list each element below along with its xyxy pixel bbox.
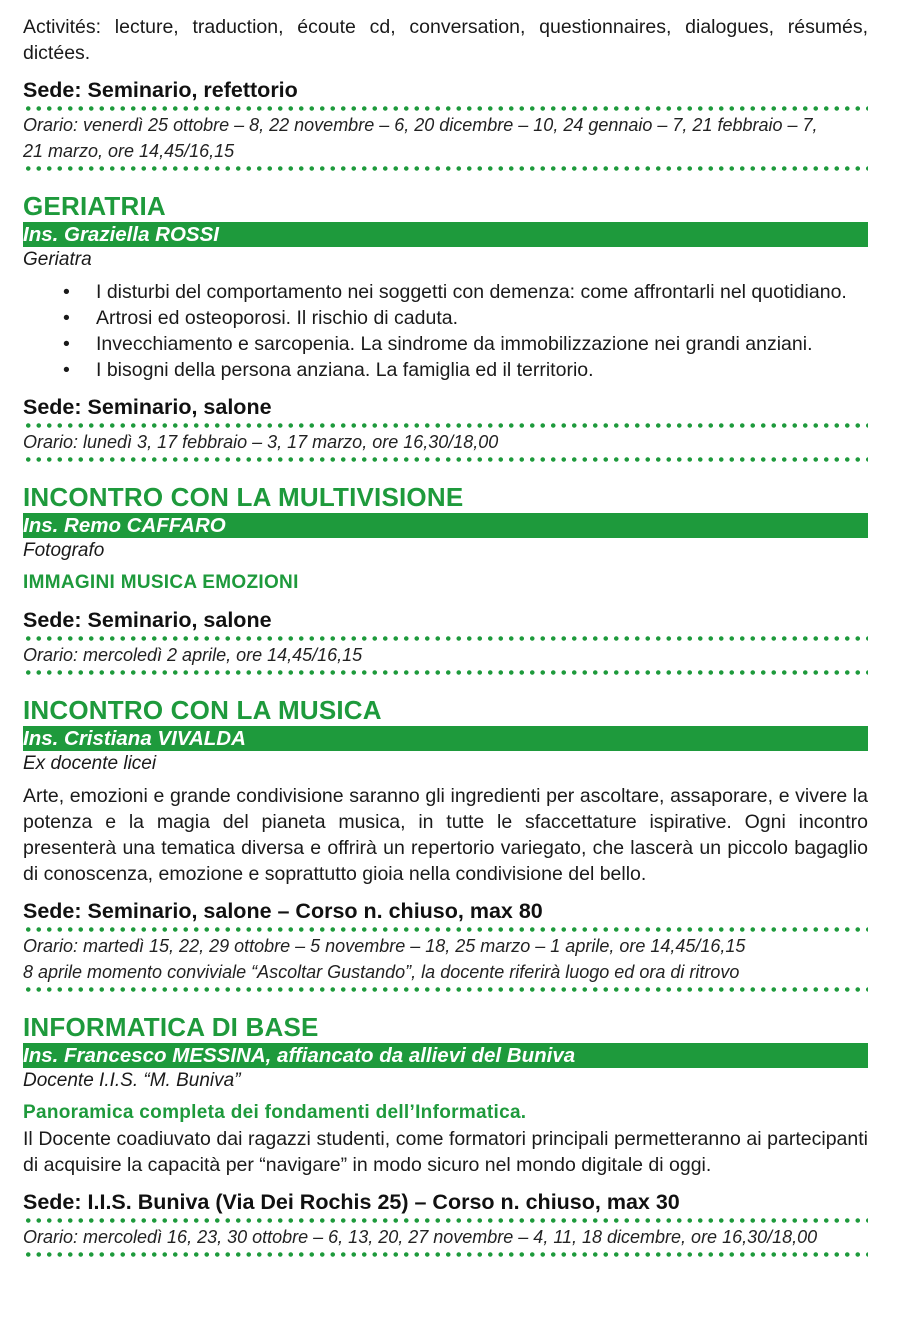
list-item-text: I disturbi del comportamento nei soggetti con demenza: come affrontarli nel quotidiano.	[96, 281, 847, 303]
activities-text: Activités: lecture, traduction, écoute cd, conversation, questionnaires, dialogues, résumés, dictées.	[23, 16, 868, 64]
teacher-role: Ex docente licei	[23, 753, 157, 774]
orario-line: Orario: mercoledì 2 aprile, ore 14,45/16,15	[23, 645, 363, 665]
dotted-divider	[23, 926, 868, 933]
bullet-icon: •	[63, 359, 70, 381]
list-item	[63, 305, 868, 331]
teacher-bar: Ins. Francesco MESSINA, affiancato da allievi del Buniva	[23, 1043, 868, 1068]
course-section-musica	[23, 694, 868, 993]
topic-list	[23, 279, 868, 383]
list-item	[63, 357, 868, 383]
section-title: GERIATRIA	[23, 191, 166, 221]
dotted-divider	[23, 635, 868, 642]
orario-line: Orario: venerdì 25 ottobre – 8, 22 novembre – 6, 20 dicembre – 10, 24 gennaio – 7, 21 febbraio – 7,	[23, 115, 818, 135]
teacher-bar: Ins. Cristiana VIVALDA	[23, 726, 868, 751]
course-section-geriatria	[23, 190, 868, 463]
teacher-bar: Ins. Remo CAFFARO	[23, 513, 868, 538]
sede-label: Sede: Seminario, salone – Corso n. chiuso, max 80	[23, 899, 543, 923]
list-item-text: Artrosi ed osteoporosi. Il rischio di caduta.	[96, 307, 459, 329]
section-title: INCONTRO CON LA MULTIVISIONE	[23, 482, 464, 512]
dotted-divider	[23, 456, 868, 463]
intro-block	[23, 14, 868, 172]
sede-label: Sede: Seminario, refettorio	[23, 78, 298, 102]
dotted-divider	[23, 422, 868, 429]
teacher-bar: Ins. Graziella ROSSI	[23, 222, 868, 247]
orario-line: Orario: lunedì 3, 17 febbraio – 3, 17 marzo, ore 16,30/18,00	[23, 432, 499, 452]
list-item	[63, 331, 868, 357]
sede-label: Sede: I.I.S. Buniva (Via Dei Rochis 25) – Corso n. chiuso, max 30	[23, 1190, 680, 1214]
bullet-icon: •	[63, 307, 70, 329]
course-section-multivisione	[23, 481, 868, 676]
course-subheading: Panoramica completa dei fondamenti dell’Informatica.	[23, 1102, 527, 1123]
list-item-text: Invecchiamento e sarcopenia. La sindrome da immobilizzazione nei grandi anziani.	[96, 333, 813, 355]
teacher-role: Geriatra	[23, 249, 92, 270]
course-description: Il Docente coadiuvato dai ragazzi studenti, come formatori principali permetteranno ai partecipanti di acquisire la capacità per “navigare” in modo sicuro nel mondo digitale di oggi.	[23, 1128, 868, 1176]
dotted-divider	[23, 105, 868, 112]
orario-line: 8 aprile momento conviviale “Ascoltar Gustando”, la docente riferirà luogo ed ora di ritrovo	[23, 962, 740, 982]
bullet-icon: •	[63, 281, 70, 303]
bullet-icon: •	[63, 333, 70, 355]
orario-line: Orario: mercoledì 16, 23, 30 ottobre – 6, 13, 20, 27 novembre – 4, 11, 18 dicembre, ore 16,30/18,00	[23, 1227, 818, 1247]
dotted-divider	[23, 1217, 868, 1224]
orario-line: 21 marzo, ore 14,45/16,15	[23, 141, 235, 161]
dotted-divider	[23, 986, 868, 993]
sede-label: Sede: Seminario, salone	[23, 608, 272, 632]
list-item-text: I bisogni della persona anziana. La famiglia ed il territorio.	[96, 359, 594, 381]
teacher-role: Fotografo	[23, 540, 105, 561]
course-description: Arte, emozioni e grande condivisione saranno gli ingredienti per ascoltare, assaporare, e vivere la potenza e la magia del pianeta musica, in tutte le sfaccettature ispirative. Ogni incontro presenterà una tematica diversa e offrirà un repertorio variegato, che lascerà un piccolo bagaglio di conoscenza, emozione e soprattutto gioia nella condivisione del bello.	[23, 785, 868, 885]
sede-label: Sede: Seminario, salone	[23, 395, 272, 419]
teacher-role: Docente I.I.S. “M. Buniva”	[23, 1070, 241, 1091]
course-subheading: IMMAGINI MUSICA EMOZIONI	[23, 572, 299, 593]
section-title: INCONTRO CON LA MUSICA	[23, 695, 382, 725]
dotted-divider	[23, 669, 868, 676]
course-section-informatica	[23, 1011, 868, 1258]
dotted-divider	[23, 165, 868, 172]
section-title: INFORMATICA DI BASE	[23, 1012, 319, 1042]
orario-line: Orario: martedì 15, 22, 29 ottobre – 5 novembre – 18, 25 marzo – 1 aprile, ore 14,45/16,15	[23, 936, 746, 956]
list-item	[63, 279, 868, 305]
dotted-divider	[23, 1251, 868, 1258]
